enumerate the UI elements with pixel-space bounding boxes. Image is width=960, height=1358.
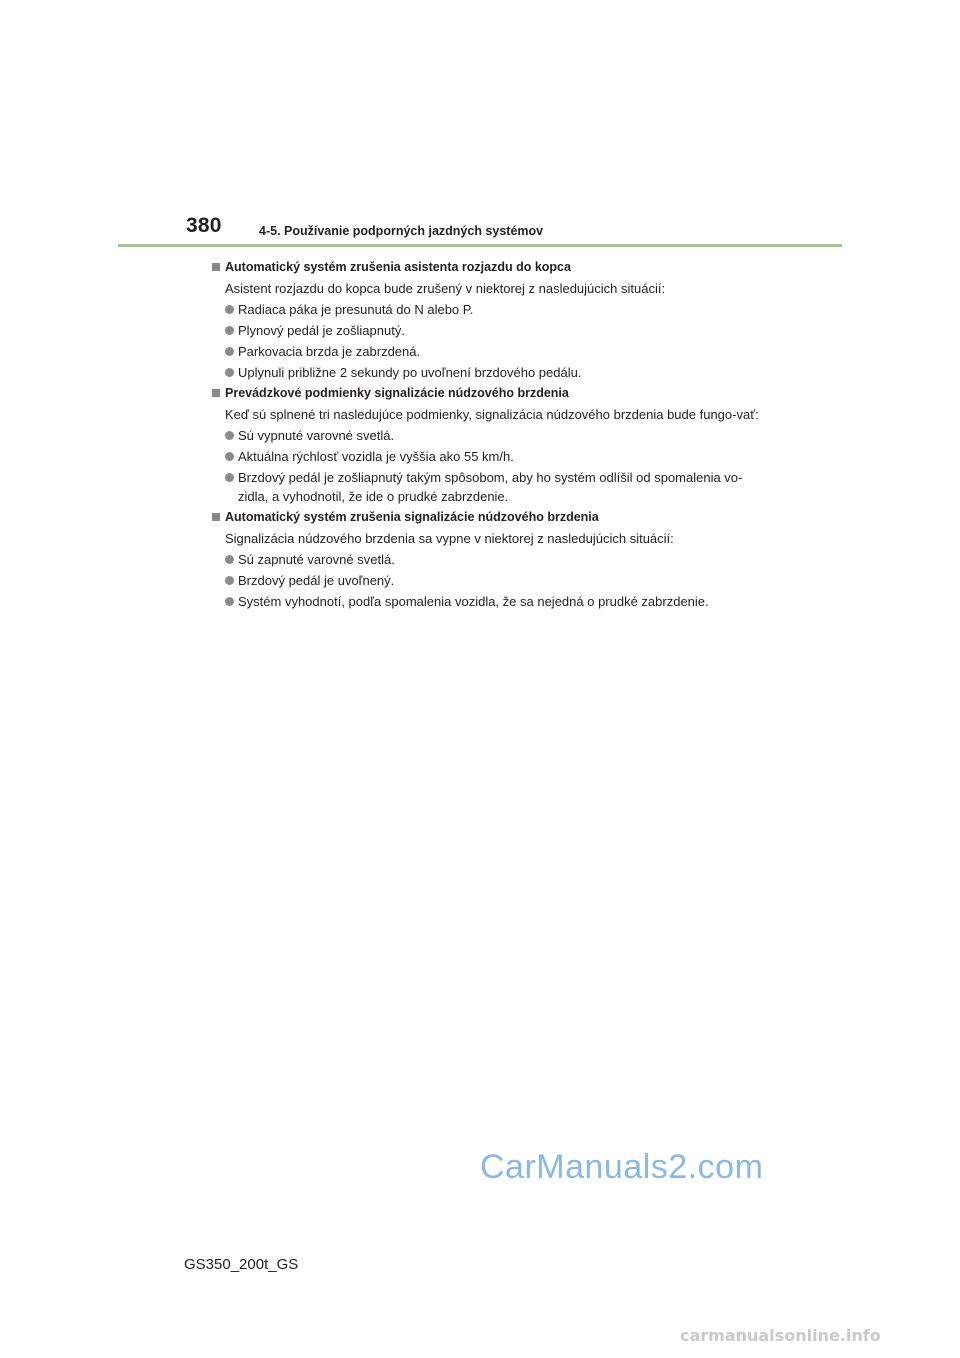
page-content (212, 256, 760, 611)
list-item: Aktuálna rýchlosť vozidla je vyššia ako 55 km/h. (212, 447, 760, 466)
section-heading: Automatický systém zrušenia signalizácie núdzového brzdenia (212, 508, 760, 527)
circle-bullet-icon (225, 305, 234, 314)
list-item: Sú zapnuté varovné svetlá. (212, 550, 760, 569)
watermark-site: carmanualsonline.info (680, 1326, 881, 1345)
section-heading: Automatický systém zrušenia asistenta rozjazdu do kopca (212, 258, 760, 277)
list-item: Systém vyhodnotí, podľa spomalenia vozidla, že sa nejedná o prudké zabrzdenie. (212, 592, 760, 611)
page-number: 380 (186, 214, 222, 237)
circle-bullet-icon (225, 368, 234, 377)
circle-bullet-icon (225, 431, 234, 440)
list-item: Parkovacia brzda je zabrzdená. (212, 342, 760, 361)
footer-model-code: GS350_200t_GS (184, 1256, 299, 1273)
circle-bullet-icon (225, 326, 234, 335)
list-item: Radiaca páka je presunutá do N alebo P. (212, 300, 760, 319)
list-item: Plynový pedál je zošliapnutý. (212, 321, 760, 340)
section-heading: Prevádzkové podmienky signalizácie núdzového brzdenia (212, 384, 760, 403)
square-bullet-icon (212, 389, 220, 397)
circle-bullet-icon (225, 555, 234, 564)
circle-bullet-icon (225, 597, 234, 606)
watermark-logo[interactable]: CarManuals2.com (480, 1148, 764, 1186)
section-intro: Asistent rozjazdu do kopca bude zrušený v niektorej z nasledujúcich situácií: (225, 281, 666, 296)
section-intro: Keď sú splnené tri nasledujúce podmienky, signalizácia núdzového brzdenia bude fungo-vať: (225, 407, 759, 422)
header-divider (118, 244, 842, 247)
list-item: Sú vypnuté varovné svetlá. (212, 426, 760, 445)
square-bullet-icon (212, 263, 220, 271)
square-bullet-icon (212, 513, 220, 521)
section-title: 4-5. Používanie podporných jazdných systémov (259, 224, 544, 238)
list-item: Brzdový pedál je uvoľnený. (212, 571, 760, 590)
circle-bullet-icon (225, 576, 234, 585)
circle-bullet-icon (225, 452, 234, 461)
circle-bullet-icon (225, 347, 234, 356)
section-intro: Signalizácia núdzového brzdenia sa vypne v niektorej z nasledujúcich situácií: (225, 531, 674, 546)
list-item: Brzdový pedál je zošliapnutý takým spôsobom, aby ho systém odlíšil od spomalenia vo-zidla, a vyhodnotil, že ide o prudké zabrzdenie. (212, 468, 760, 506)
circle-bullet-icon (225, 473, 234, 482)
list-item: Uplynuli približne 2 sekundy po uvoľnení brzdového pedálu. (212, 363, 760, 382)
